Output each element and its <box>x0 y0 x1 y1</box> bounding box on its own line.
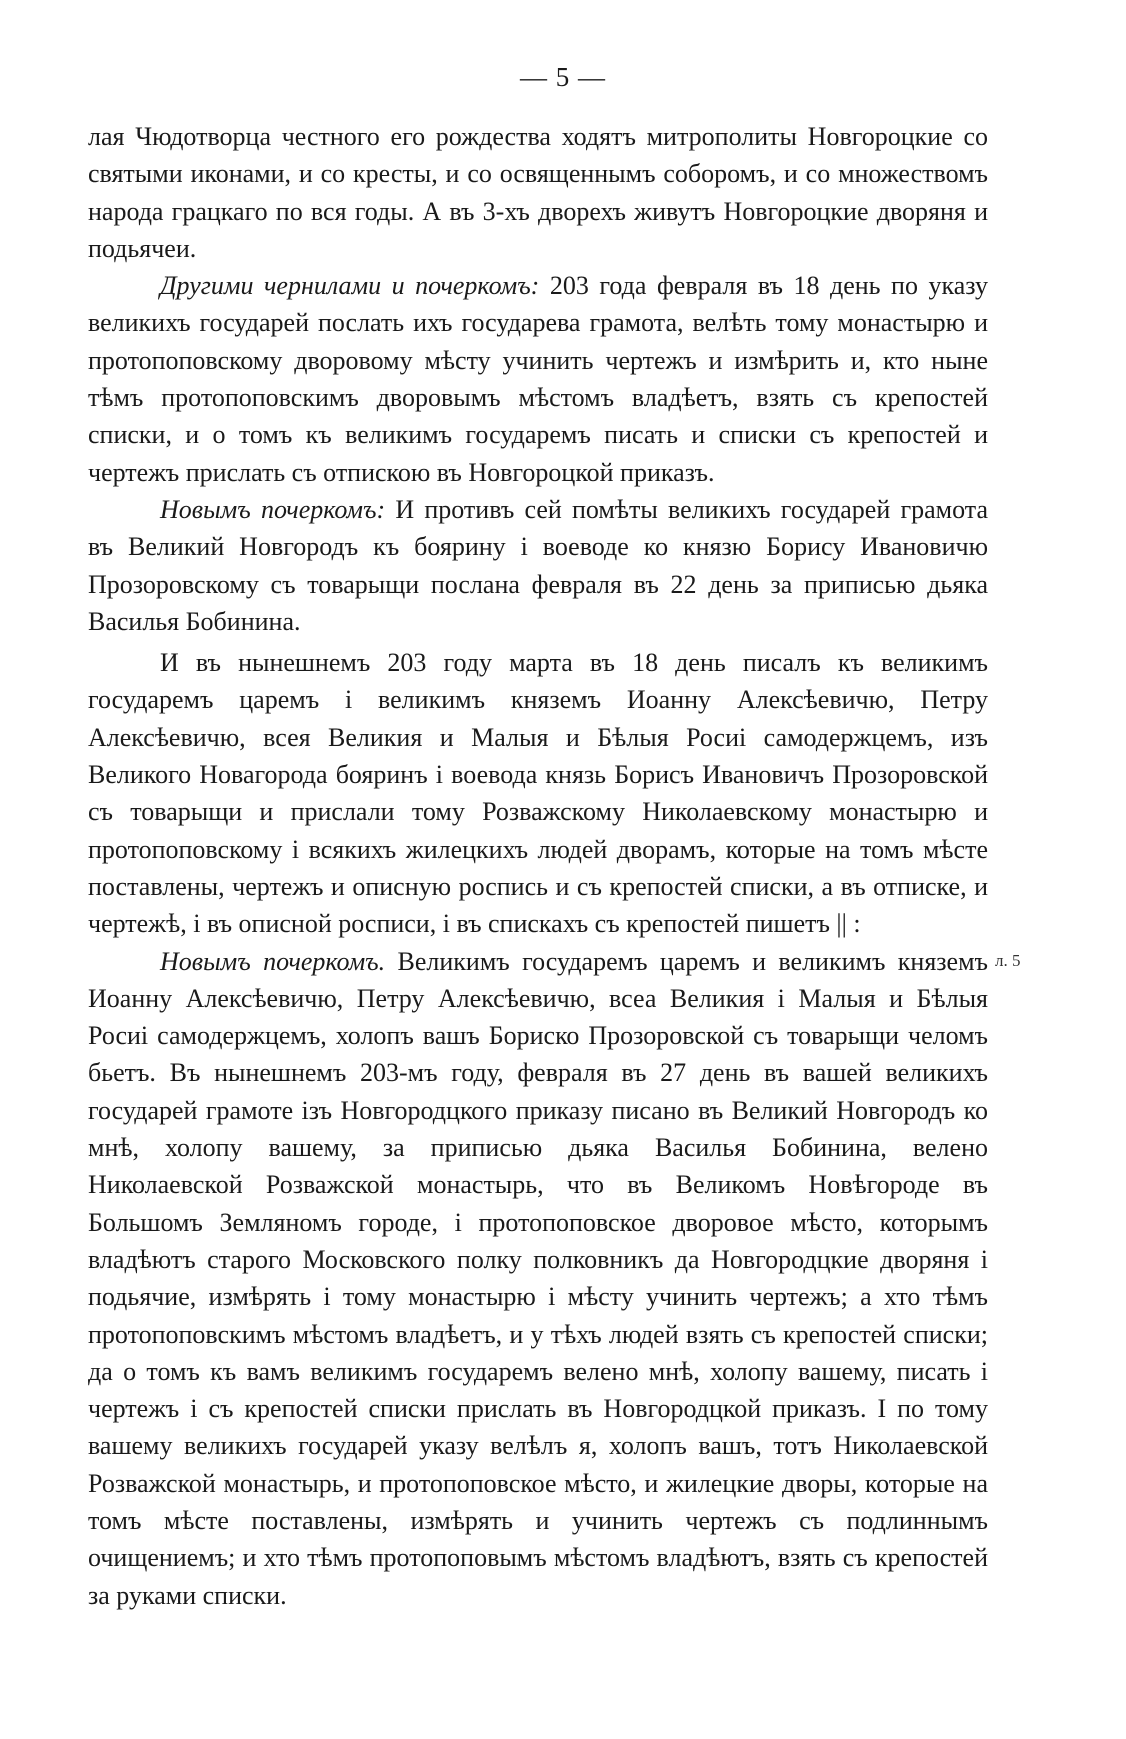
paragraph-4 <box>88 644 988 942</box>
paragraph-marker: Новымъ почеркомъ: <box>160 494 386 524</box>
paragraph-text: И противъ сей помѣты великихъ государей грамота въ Великий Новгородъ къ боярину і воеводе ко князю Борису Ивановичю Прозоровскому съ товарыщи послана февраля въ 22 день за приписью дьяка Василья Бобинина. <box>88 494 988 636</box>
paragraph-marker: Новымъ почеркомъ. <box>160 946 386 976</box>
paragraph-text: лая Чюдотворца честного его рождества ходятъ митрополиты Новгороцкие со святыми иконами, и со кресты, и со освященнымъ соборомъ, и со множествомъ народа грацкаго по вся годы. А въ 3-хъ дворехъ живутъ Новгороцкие дворяня и подьячеи. <box>88 122 988 263</box>
paragraph-text: Великимъ государемъ царемъ и великимъ княземъ Иоанну Алексѣевичю, Петру Алексѣевичю, всеа Великия і Малыя и Бѣлыя Росиі самодержцемъ, холопъ вашъ Бориско Прозоровской съ товарыщи челомъ бьетъ. Въ нынешнемъ 203-мъ году, февраля въ 27 день въ вашей великихъ государей грамоте ізъ Новгородцкого приказу писано въ Великий Новгородъ ко мнѣ, холопу вашему, за приписью дьяка Василья Бобинина, велено Николаевской Розважской монастырь, что въ Великомъ Новѣгороде въ Большомъ Земляномъ городе, і протопоповское дворовое мѣсто, которымъ владѣютъ старого Московского полку полковникъ да Новгородцкие дворяня і подьячие, измѣрять і тому монастырю і мѣсту учинить чертежъ; а хто тѣмъ протопоповскимъ мѣстомъ владѣетъ, и у тѣхъ людей взять съ крепостей списки; да о томъ къ вамъ великимъ государемъ велено мнѣ, холопу вашему, писать і чертежъ і съ крепостей списки прислать въ Новгородцкой приказъ. І по тому вашему великихъ государей указу велѣлъ я, холопъ вашъ, тотъ Николаевской Розважской монастырь, и протопоповское мѣсто, и жилецкие дворы, которые на томъ мѣсте поставлены, измѣрять и учинить чертежъ съ подлиннымъ очищениемъ; и хто тѣмъ протопоповымъ мѣстомъ владѣютъ, взять съ крепостей за руками списки. <box>88 946 988 1610</box>
paragraph-marker: Другими чернилами и почеркомъ: <box>160 271 540 301</box>
paragraph-text: И въ нынешнемъ 203 году марта въ 18 день писалъ къ великимъ государемъ царемъ і великимъ княземъ Иоанну Алексѣевичю, Петру Алексѣевичю, всея Великия и Малыя и Бѣлыя Росиі самодержцемъ, изъ Великого Новагорода бояринъ і воевода князь Борисъ Ивановичъ Прозоровской съ товарыщи и прислали тому Розважскому Николаевскому монастырю и протопоповскому і всякихъ жилецкихъ людей дворамъ, которые на томъ мѣсте поставлены, чертежъ и описную роспись и съ крепостей списки, а въ отписке, и чертежѣ, і въ описной росписи, і въ спискахъ съ крепостей пишетъ || : <box>88 648 988 939</box>
paragraph-5 <box>88 943 988 1614</box>
page-number: — 5 — <box>520 62 606 92</box>
paragraph-2 <box>88 267 988 491</box>
paragraph-3 <box>88 491 988 640</box>
paragraph-1 <box>88 118 988 267</box>
document-body <box>88 118 988 1614</box>
paragraph-text: 203 года февраля въ 18 день по указу великихъ государей послать ихъ государева грамота, велѣть тому монастырю и протопоповскому дворовому мѣсту учинить чертежъ и измѣрить и, кто ныне тѣмъ протопоповскимъ дворовымъ мѣстомъ владѣетъ, взять съ крепостей списки, и о томъ къ великимъ государемъ писать и списки съ крепостей и чертежъ прислать съ отпискою въ Новгороцкой приказъ. <box>88 271 988 487</box>
margin-note: л. 5 <box>995 951 1021 970</box>
